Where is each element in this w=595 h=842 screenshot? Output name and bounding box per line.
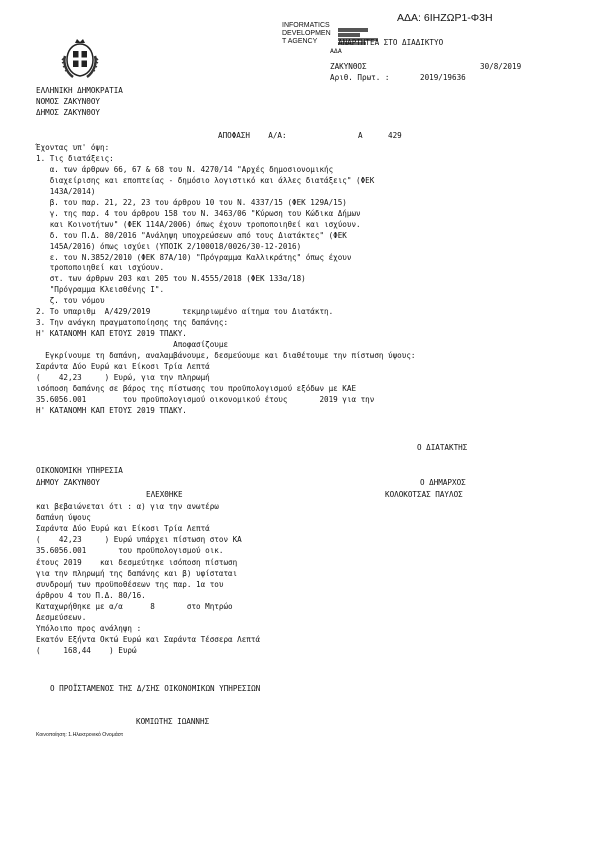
agency-line-2: DEVELOPMEN	[282, 30, 331, 37]
mayor-name: ΚΟΛΟΚΟΤΣΑΣ ΠΑΥΛΟΣ	[385, 490, 463, 499]
decision-number: 429	[388, 131, 402, 140]
body-line: 1. Τις διατάξεις:	[36, 153, 114, 163]
finance-line: έτους 2019 και δεσμεύτηκε ισόποση πίστωση	[36, 557, 238, 567]
body-line: 143Α/2014)	[36, 186, 96, 196]
finance-line: ( 42,23 ) Ευρώ υπάρχει πίστωση στον ΚΑ	[36, 535, 242, 545]
finance-line: άρθρου 4 του Π.Δ. 80/16.	[36, 590, 146, 600]
finance-head-name: ΚΟΜΙΩΤΗΣ ΙΩΑΝΝΗΣ	[136, 717, 210, 726]
agency-line-1: INFORMATICS	[282, 22, 330, 29]
body-line: ( 42,23 ) Ευρώ, για την πληρωμή	[36, 372, 210, 382]
finance-line: 35.6056.001 του προϋπολογισμού οικ.	[36, 546, 224, 556]
finance-line: Εκατόν Εξήντα Οκτώ Ευρώ και Σαράντα Τέσσερα Λεπτά	[36, 635, 261, 645]
decision-series: Α	[358, 131, 363, 140]
body-line: ε. του Ν.3852/2010 (ΦΕΚ 87Α/10) "Πρόγραμμα Καλλικράτης" όπως έχουν	[36, 252, 352, 262]
document-date: 30/8/2019	[480, 62, 522, 71]
body-line: Έχοντας υπ' όψη:	[36, 143, 110, 152]
body-line: "Πρόγραμμα Κλεισθένης Ι".	[36, 285, 165, 295]
body-line: Η' ΚΑΤΑΝΟΜΗ ΚΑΠ ΕΤΟΥΣ 2019 ΤΠΔΚΥ.	[36, 405, 187, 415]
protocol-label: Αριθ. Πρωτ. :	[330, 73, 390, 82]
posted-internet-label: ΑΝΑΡΤΗΤΕΑ ΣΤΟ ΔΙΑΔΙΚΤΥΟ	[338, 38, 444, 47]
finance-head-title: Ο ΠΡΟΪΣΤΑΜΕΝΟΣ ΤΗΣ Δ/ΣΗΣ ΟΙΚΟΝΟΜΙΚΩΝ ΥΠΗΡΕΣΙΩΝ	[50, 684, 261, 693]
agency-line-3: T AGENCY	[282, 38, 318, 45]
body-line: δ. του Π.Δ. 80/2016 "Ανάληψη υποχρεώσεων από τους Διατάκτες" (ΦΕΚ	[36, 230, 347, 240]
checked-label: ΕΛΕΧΘΗΚΕ	[146, 490, 183, 499]
municipality-name: ΔΗΜΟΣ ΖΑΚΥΝΘΟΥ	[36, 108, 101, 117]
body-line: β. του παρ. 21, 22, 23 του άρθρου 10 του Ν. 4337/15 (ΦΕΚ 129Α/15)	[36, 197, 347, 207]
body-line: στ. των άρθρων 203 και 205 του Ν.4555/2018 (ΦΕΚ 133α/18)	[36, 274, 306, 284]
body-line: α. των άρθρων 66, 67 & 68 του Ν. 4270/14 "Αρχές δημοσιονομικής	[36, 164, 334, 174]
finance-line: Δεσμεύσεων.	[36, 613, 87, 622]
ada-label: ΑΔΑ	[330, 47, 342, 55]
ada-code: ΑΔΑ: 6ΙΗΖΩΡ1-Φ3Η	[397, 12, 493, 24]
finance-line: ( 168,44 ) Ευρώ	[36, 646, 137, 656]
body-line: ζ. του νόμου	[36, 296, 105, 306]
body-line: τροποποιηθεί και ισχύουν.	[36, 263, 165, 273]
body-line: 35.6056.001 του προϋπολογισμού οικονομικού έτους 2019 για την	[36, 394, 375, 404]
body-line: Αποφασίζουμε	[36, 340, 229, 350]
finance-line: Υπόλοιπο προς ανάληψη :	[36, 624, 142, 634]
protocol-number: 2019/19636	[420, 73, 466, 82]
body-line: 2. Το υπαριθμ Α/429/2019 τεκμηριωμένο αίτημα του Διατάκτη.	[36, 307, 334, 317]
body-line: διαχείρισης και εποπτείας - δημόσιο λογιστικό και άλλες διατάξεις" (ΦΕΚ	[36, 175, 375, 185]
finance-service: ΟΙΚΟΝΟΜΙΚΗ ΥΠΗΡΕΣΙΑ	[36, 466, 123, 475]
finance-line: Σαράντα Δύο Ευρώ και Είκοσι Τρία Λεπτά	[36, 524, 210, 534]
mayor-title: Ο ΔΗΜΑΡΧΟΣ	[420, 478, 466, 487]
prefecture-name: ΝΟΜΟΣ ΖΑΚΥΝΘΟΥ	[36, 97, 101, 106]
finance-line: και βεβαιώνεται ότι : α) για την ανωτέρω	[36, 502, 219, 511]
body-line: Σαράντα Δύο Ευρώ και Είκοσι Τρία Λεπτά	[36, 362, 210, 371]
place: ΖΑΚΥΝΘΟΣ	[330, 62, 367, 71]
authorizer-title: Ο ΔΙΑΤΑΚΤΗΣ	[417, 443, 468, 452]
greek-emblem-icon	[60, 38, 100, 80]
republic-name: ΕΛΛΗΝΙΚΗ ΔΗΜΟΚΡΑΤΙΑ	[36, 86, 123, 95]
body-line: 145Α/2016) όπως ισχύει (ΥΠΟΙΚ 2/100018/0026/30-12-2016)	[36, 241, 302, 251]
finance-municipality: ΔΗΜΟΥ ΖΑΚΥΝΘΟΥ	[36, 478, 101, 487]
body-line: και Κοινοτήτων" (ΦΕΚ 114Α/2006) όπως έχουν τροποποιηθεί και ισχύουν.	[36, 219, 361, 229]
finance-line: συνδρομή των προϋποθέσεων της παρ. 1α του	[36, 579, 224, 589]
finance-line: Καταχωρήθηκε με α/α 8 στο Μητρώο	[36, 601, 233, 611]
notification-text: Κοινοποίηση: 1.Ηλεκτρονικό Ονομάστ	[36, 732, 124, 738]
decision-title: ΑΠΟΦΑΣΗ Α/Α:	[218, 131, 287, 140]
finance-line: δαπάνη ύψους	[36, 513, 91, 523]
body-line: 3. Την ανάγκη πραγματοποίησης της δαπάνης:	[36, 318, 229, 328]
body-line: ισόποση δαπάνης σε βάρος της πίστωσης του προϋπολογισμού εξόδων με ΚΑΕ	[36, 383, 357, 393]
body-line: γ. της παρ. 4 του άρθρου 158 του Ν. 3463/06 "Κύρωση του Κώδικα Δήμων	[36, 208, 361, 218]
body-line: Η' ΚΑΤΑΝΟΜΗ ΚΑΠ ΕΤΟΥΣ 2019 ΤΠΔΚΥ.	[36, 329, 187, 339]
finance-line: για την πληρωμή της δαπάνης και β) υφίσταται	[36, 568, 238, 578]
body-line: Εγκρίνουμε τη δαπάνη, αναλαμβάνουμε, δεσμεύουμε και διαθέτουμε την πίστωση ύψους:	[36, 351, 416, 361]
